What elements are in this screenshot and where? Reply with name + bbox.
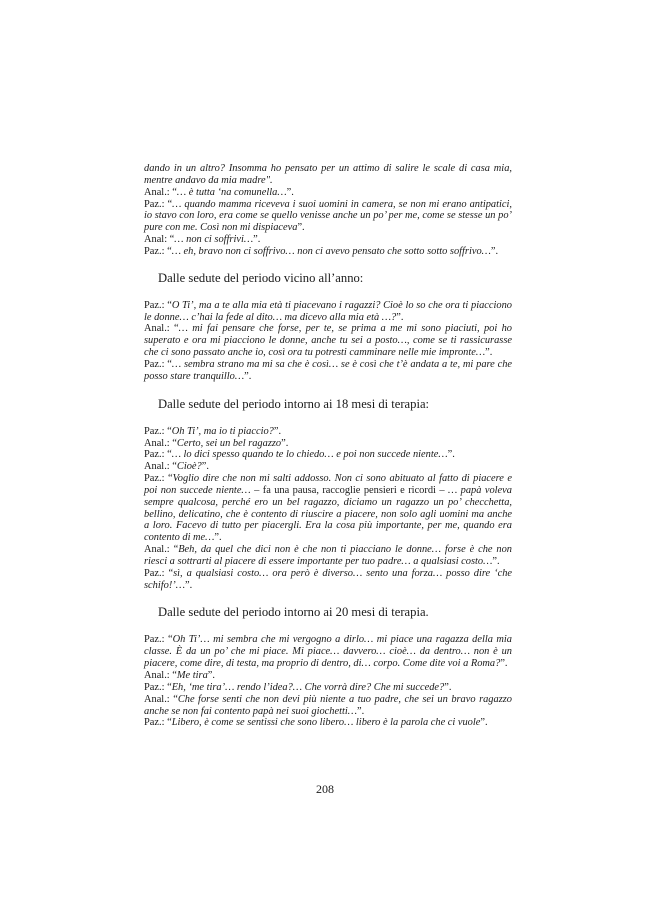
dialogue-block-2 xyxy=(144,300,512,383)
dialogue-line: Anal.: “Certo, sei un bel ragazzo”. xyxy=(144,437,289,449)
dialogue-line: Paz.: “O Ti’, ma a te alla mia età ti piacevano i ragazzi? Cioè lo so che ora ti piacciono le donne… c’hai la fede al dito… ma dicevo alla mia età …?”. xyxy=(144,299,512,323)
dialogue-line: Paz.: “… quando mamma riceveva i suoi uomini in camera, se non mi erano antipatici, io stavo con loro, era come se quello venisse anche un po’ per me, come se stesse un po’ pure con me. Così non mi dispiaceva”. xyxy=(144,198,513,234)
section-heading: Dalle sedute del periodo vicino all’anno: xyxy=(158,270,364,285)
dialogue-line: Anal.: “Me tira”. xyxy=(144,670,216,681)
section-heading: Dalle sedute del periodo intorno ai 18 mesi di terapia: xyxy=(158,396,430,411)
dialogue-block-1 xyxy=(144,163,512,258)
dialogue-line: Anal.: “Cioè?”. xyxy=(144,461,209,473)
page-body xyxy=(144,163,512,729)
page-number: 208 xyxy=(316,782,334,796)
dialogue-line: Anal.: “… è tutta ‘na comunella…”. xyxy=(144,186,294,198)
dialogue-line: Paz.: “… sembra strano ma mi sa che è così… se è così che t’è andata a te, mi pare che posso stare tranquillo…”. xyxy=(144,358,513,382)
dialogue-line: Anal: “… non ci soffrivi…”. xyxy=(144,234,261,246)
dialogue-line: Anal.: “Beh, da quel che dici non è che non ti piacciano le donne… forse è che non riesci a sottrarti al piacere di essere importante per tuo padre… a qualsiasi costo…”. xyxy=(144,544,512,567)
dialogue-line: Paz.: “sì, a qualsiasi costo… ora però è diverso… sento una forza… posso dire ‘che schifo!’…”. xyxy=(144,567,513,591)
dialogue-line: dando in un altro? Insomma ho pensato per un attimo di salire le scale di casa mia, mentre andavo da mia madre". xyxy=(144,163,512,186)
dialogue-line: Paz.: “Voglio dire che non mi salti addosso. Non ci sono abituato al fatto di piacere e poi non succede niente… – fa una pausa, raccoglie pensieri e ricordi – … papà voleva sempre qualcosa, perché ero un bel ragazzo, diciamo un ragazzo un po’ checchetta, bellino, delicatino, che è contento di riuscire a piacere, non solo agli uomini ma anche a loro. Facevo di tutto per piacergli. Era la cosa più importante, per me, quando era contento di me…”. xyxy=(144,473,512,544)
dialogue-block-4 xyxy=(144,634,512,729)
section-heading: Dalle sedute del periodo intorno ai 20 mesi di terapia. xyxy=(158,605,429,620)
dialogue-line: Paz.: “Eh, ‘me tira’… rendo l’idea?… Che vorrà dire? Che mi succede?”. xyxy=(144,681,452,693)
dialogue-line: Paz.: “… eh, bravo non ci soffrivo… non ci avevo pensato che sotto sotto soffrivo…”. xyxy=(144,245,499,257)
dialogue-line: Anal.: “Che forse senti che non devi più niente a tuo padre, che sei un bravo ragazzo anche se non fai contento papà nei suoi giochetti…”. xyxy=(144,693,512,717)
dialogue-line: Paz.: “… lo dici spesso quando te lo chiedo… e poi non succede niente…”. xyxy=(144,449,455,461)
dialogue-block-3 xyxy=(144,426,512,592)
dialogue-line: Paz.: “Oh Ti’… mi sembra che mi vergogno a dirlo… mi piace una ragazza della mia classe. È da un po’ che mi piace. Mi piace… davvero… cioè… da dentro… non è un piacere, come dire, di testa, ma proprio di dentro, di… corpo. Come dite voi a Roma?”. xyxy=(144,634,512,670)
dialogue-line: Anal.: “… mi fai pensare che forse, per te, se prima a me mi sono piaciuti, poi ho superato e ora mi piacciono le donne, anche tu sei a posto…, come se ti rassicurasse che ci sono passato anche io, così ora tu potresti camminare nelle mie impronte…”. xyxy=(144,323,512,359)
dialogue-line: Paz.: “Oh Ti’, ma io ti piaccio?”. xyxy=(144,425,282,437)
dialogue-line: Paz.: “Libero, è come se sentissi che sono libero… libero è la parola che ci vuole”. xyxy=(144,717,488,729)
